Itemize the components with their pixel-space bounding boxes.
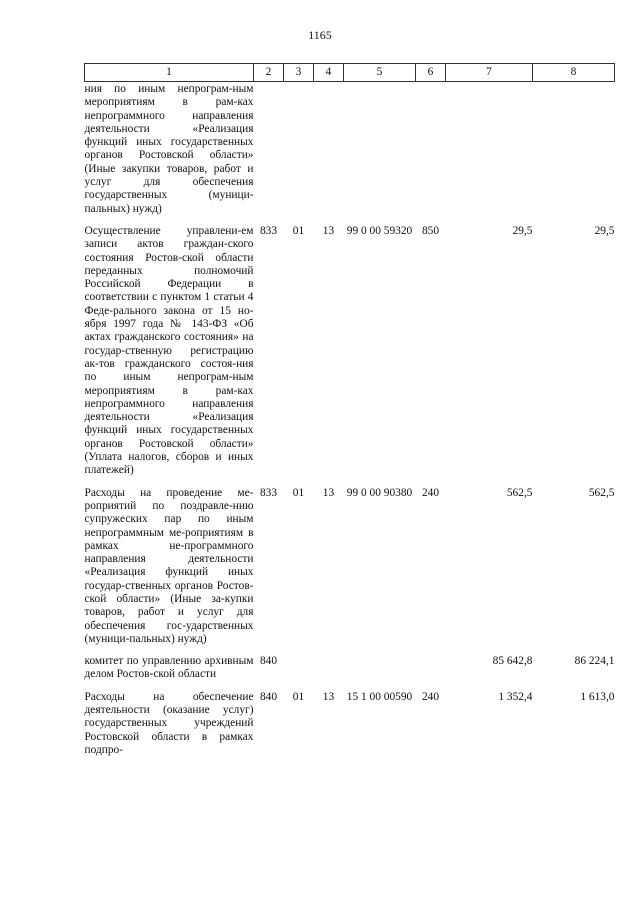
cell-ministry-code: 833 — [259, 224, 278, 237]
cell-ministry-code: 833 — [259, 486, 278, 499]
cell-amount-1: 1 352,4 — [498, 690, 533, 703]
column-header-row — [85, 64, 615, 82]
cell-ministry-code: 840 — [259, 655, 278, 668]
cell-amount-1: 85 642,8 — [492, 655, 533, 668]
cell-expense-type: 240 — [421, 486, 440, 499]
budget-table — [84, 63, 615, 757]
cell-subsection: 13 — [322, 486, 335, 499]
cell-section: 01 — [292, 690, 305, 703]
column-header-8: 8 — [533, 64, 615, 82]
table-row — [85, 655, 615, 682]
cell-target-article: 99 0 00 59320 — [346, 224, 413, 237]
table-row — [85, 225, 615, 478]
cell-target-article: 15 1 00 00590 — [346, 690, 413, 703]
cell-amount-2: 29,5 — [594, 224, 615, 237]
column-header-1: 1 — [85, 64, 254, 82]
cell-amount-2: 562,5 — [588, 486, 615, 499]
cell-amount-1 — [446, 82, 533, 216]
row-description: Расходы на проведение ме-роприятий по поздравле-нию супружеских пар по иным непрограммным ме-роприятиям в рамках не-программного направления деятельности «Реализация функций иных государ-ственных органов Ростов-ской области» (Иные за-купки товаров, работ и услуг для обеспечения гос-ударственных (муници-пальных) нужд) — [84, 486, 254, 645]
table-row — [85, 487, 615, 647]
column-header-6: 6 — [416, 64, 446, 82]
cell-subsection: 13 — [322, 690, 335, 703]
cell-amount-1: 562,5 — [506, 486, 533, 499]
table-row — [85, 82, 615, 216]
cell-section: 01 — [292, 486, 305, 499]
cell-amount-2 — [533, 82, 615, 216]
row-description: ния по иным непрограм-ным мероприятиям в рам-ках непрограммного направления деятельности «Реализация функций иных государственных органов Ростовской области» (Иные закупки товаров, работ и услуг для обеспечения государственных (муници-пальных) нужд) — [84, 83, 254, 215]
cell-target-article: 99 0 00 90380 — [346, 486, 413, 499]
cell-subsection — [314, 655, 344, 682]
cell-subsection — [314, 82, 344, 216]
cell-amount-1: 29,5 — [512, 224, 533, 237]
cell-section — [284, 655, 314, 682]
table-row — [85, 691, 615, 757]
cell-target-article — [344, 82, 416, 216]
column-header-4: 4 — [314, 64, 344, 82]
row-description: Осуществление управлени-ем записи актов граждан-ского состояния Ростов-ской области переданных полномочий Российской Федерации в соответствии с пунктом 1 статьи 4 Феде-рального закона от 15 но-ября 1997 года № 143-ФЗ «Об актах гражданского состояния» на государ-ственную регистрацию ак-тов гражданского состоя-ния по иным непрограм-ным мероприятиям в рам-ках непрограммного направления деятельности «Реализация функций иных государственных органов Ростовской области» (Уплата налогов, сборов и иных платежей) — [84, 224, 254, 477]
cell-expense-type: 240 — [421, 690, 440, 703]
column-header-7: 7 — [446, 64, 533, 82]
row-description: комитет по управлению архивным делом Ростов-ской области — [84, 655, 254, 681]
cell-amount-2: 1 613,0 — [580, 690, 615, 703]
cell-subsection: 13 — [322, 224, 335, 237]
column-header-5: 5 — [344, 64, 416, 82]
row-description: Расходы на обеспечение деятельности (оказание услуг) государственных учреждений Ростовской области в рамках подпро- — [84, 690, 254, 756]
cell-target-article — [344, 655, 416, 682]
page-number: 1165 — [308, 28, 332, 42]
cell-expense-type — [416, 655, 446, 682]
cell-ministry-code — [254, 82, 284, 216]
cell-ministry-code: 840 — [259, 690, 278, 703]
cell-section: 01 — [292, 224, 305, 237]
cell-amount-2: 86 224,1 — [574, 655, 615, 668]
cell-expense-type — [416, 82, 446, 216]
column-header-2: 2 — [254, 64, 284, 82]
column-header-3: 3 — [284, 64, 314, 82]
cell-section — [284, 82, 314, 216]
cell-expense-type: 850 — [421, 224, 440, 237]
